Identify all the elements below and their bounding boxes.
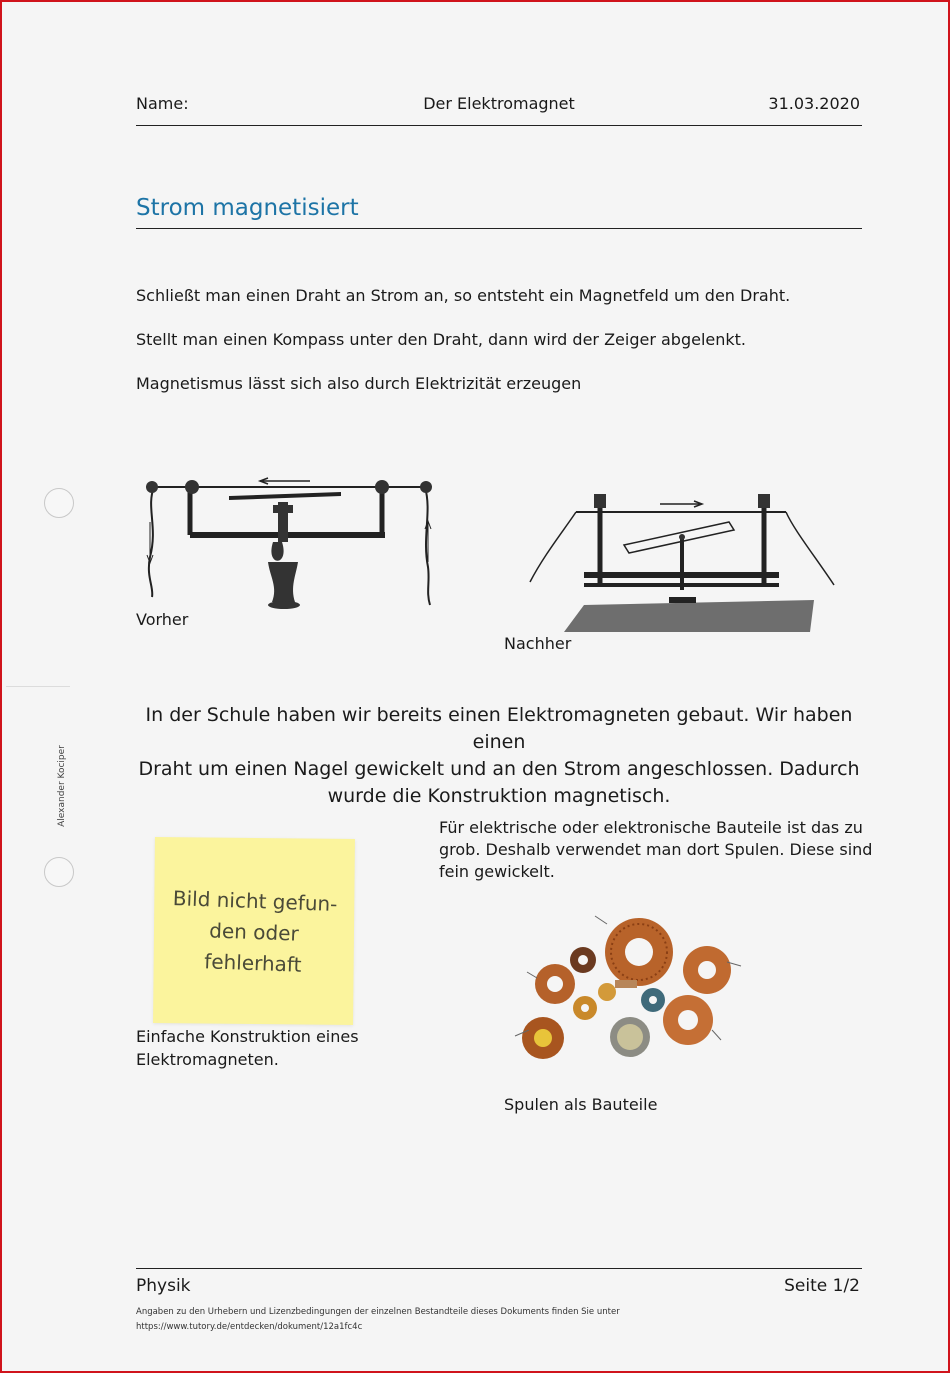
- license-line: Angaben zu den Urhebern und Lizenzbedingungen der einzelnen Bestandteile dieses Dokuments finden Sie unter: [136, 1307, 620, 1317]
- header-rule: [136, 125, 862, 126]
- paragraph-line: Für elektrische oder elektronische Bauteile ist das zu: [439, 818, 863, 837]
- oersted-after-illustration: [524, 490, 836, 635]
- paragraph: Schließt man einen Draht an Strom an, so entsteht ein Magnetfeld um den Draht.: [136, 286, 791, 305]
- footer-subject: Physik: [136, 1276, 191, 1296]
- missing-image-sticky-note: [153, 837, 355, 1025]
- punch-hole-marker: [44, 857, 74, 887]
- before-caption: Vorher: [136, 610, 189, 629]
- sticky-line: Bild nicht gefun-: [172, 886, 338, 917]
- author-credit: Alexander Kociper: [57, 745, 67, 827]
- paragraph: Magnetismus lässt sich also durch Elektrizität erzeugen: [136, 374, 582, 393]
- coils-caption: Spulen als Bauteile: [504, 1095, 658, 1114]
- intro-line: Draht um einen Nagel gewickelt und an den Strom angeschlossen. Dadurch: [138, 758, 860, 780]
- fold-mark: [6, 686, 70, 687]
- oersted-before-illustration: [140, 467, 440, 617]
- footer-page-number: Seite 1/2: [784, 1276, 860, 1296]
- document-title: Der Elektromagnet: [423, 94, 575, 113]
- intro-line: wurde die Konstruktion magnetisch.: [327, 785, 671, 807]
- document-date: 31.03.2020: [768, 94, 860, 113]
- paragraph: Stellt man einen Kompass unter den Draht, dann wird der Zeiger abgelenkt.: [136, 330, 746, 349]
- caption-line: Einfache Konstruktion eines: [136, 1027, 359, 1046]
- intro-paragraph: [136, 702, 862, 810]
- sticky-line: fehlerhaft: [203, 949, 302, 977]
- coils-paragraph: [439, 817, 872, 883]
- caption-line: Elektromagneten.: [136, 1050, 279, 1069]
- paragraph-line: fein gewickelt.: [439, 862, 555, 881]
- license-note: [136, 1305, 620, 1335]
- license-link[interactable]: https://www.tutory.de/entdecken/dokument/12a1fc4c: [136, 1322, 363, 1332]
- after-caption: Nachher: [504, 634, 572, 653]
- construction-caption: [136, 1025, 359, 1071]
- intro-line: In der Schule haben wir bereits einen Elektromagneten gebaut. Wir haben einen: [145, 704, 853, 753]
- punch-hole-marker: [44, 488, 74, 518]
- section-rule: [136, 228, 862, 229]
- name-label: Name:: [136, 94, 189, 113]
- toroid-coils-photo: [507, 912, 747, 1067]
- footer-rule: [136, 1268, 862, 1269]
- paragraph-line: grob. Deshalb verwendet man dort Spulen. Diese sind: [439, 840, 873, 859]
- sticky-line: den oder: [208, 918, 300, 946]
- section-title: Strom magnetisiert: [136, 195, 359, 221]
